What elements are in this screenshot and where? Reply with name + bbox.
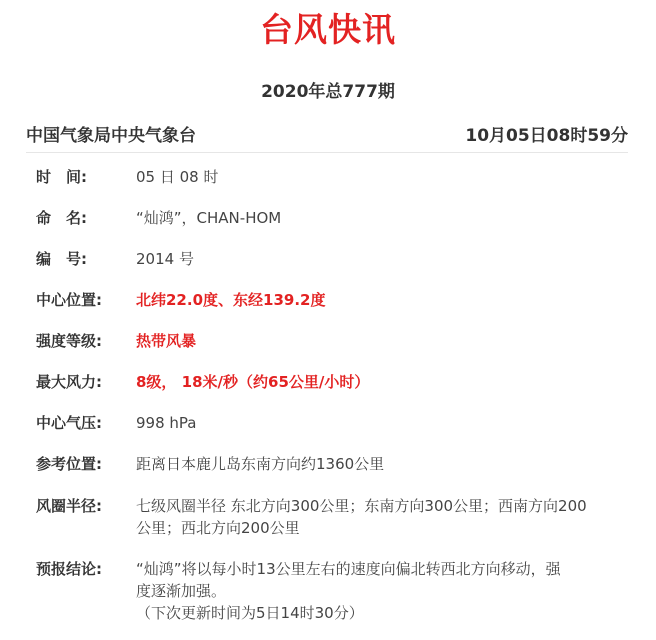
field-value: 北纬22.0度、东经139.2度 [136,291,326,309]
field-value: 2014 号 [136,250,194,268]
bulletin-title: 台风快讯 [260,10,396,49]
field-value: 热带风暴 [136,332,197,350]
field-value: 05 日 08 时 [136,168,219,186]
field-value: 998 hPa [136,414,197,432]
field-label: 时 间: [36,168,87,186]
field-label: 预报结论: [36,560,102,578]
field-label: 强度等级: [36,332,102,350]
issued-time: 10月05日08时59分 [465,126,628,146]
field-label: 命 名: [36,209,87,227]
field-label: 编 号: [36,250,87,268]
field-value: 8级， 18米/秒（约65公里/小时） [136,373,370,391]
field-value [136,495,616,539]
field-value: 距离日本鹿儿岛东南方向约1360公里 [136,455,385,473]
value-line: （下次更新时间为5日14时30分） [136,604,364,622]
field-label: 最大风力: [36,373,102,391]
field-label: 中心位置: [36,291,102,309]
value-line: 度逐渐加强。 [136,582,227,600]
field-label: 中心气压: [36,414,102,432]
value-line: 公里；西北方向200公里 [136,519,300,537]
agency-name: 中国气象局中央气象台 [26,126,196,146]
field-label: 参考位置: [36,455,102,473]
value-line: 七级风圈半径 东北方向300公里；东南方向300公里；西南方向200 [136,497,587,515]
header-divider [26,152,628,153]
bulletin-header [26,124,628,150]
field-label: 风圈半径: [36,497,102,515]
value-line: “灿鸿”将以每小时13公里左右的速度向偏北转西北方向移动，强 [136,560,561,578]
field-value: “灿鸿”，CHAN-HOM [136,209,282,227]
field-value [136,558,616,624]
issue-number: 2020年总777期 [261,82,395,102]
